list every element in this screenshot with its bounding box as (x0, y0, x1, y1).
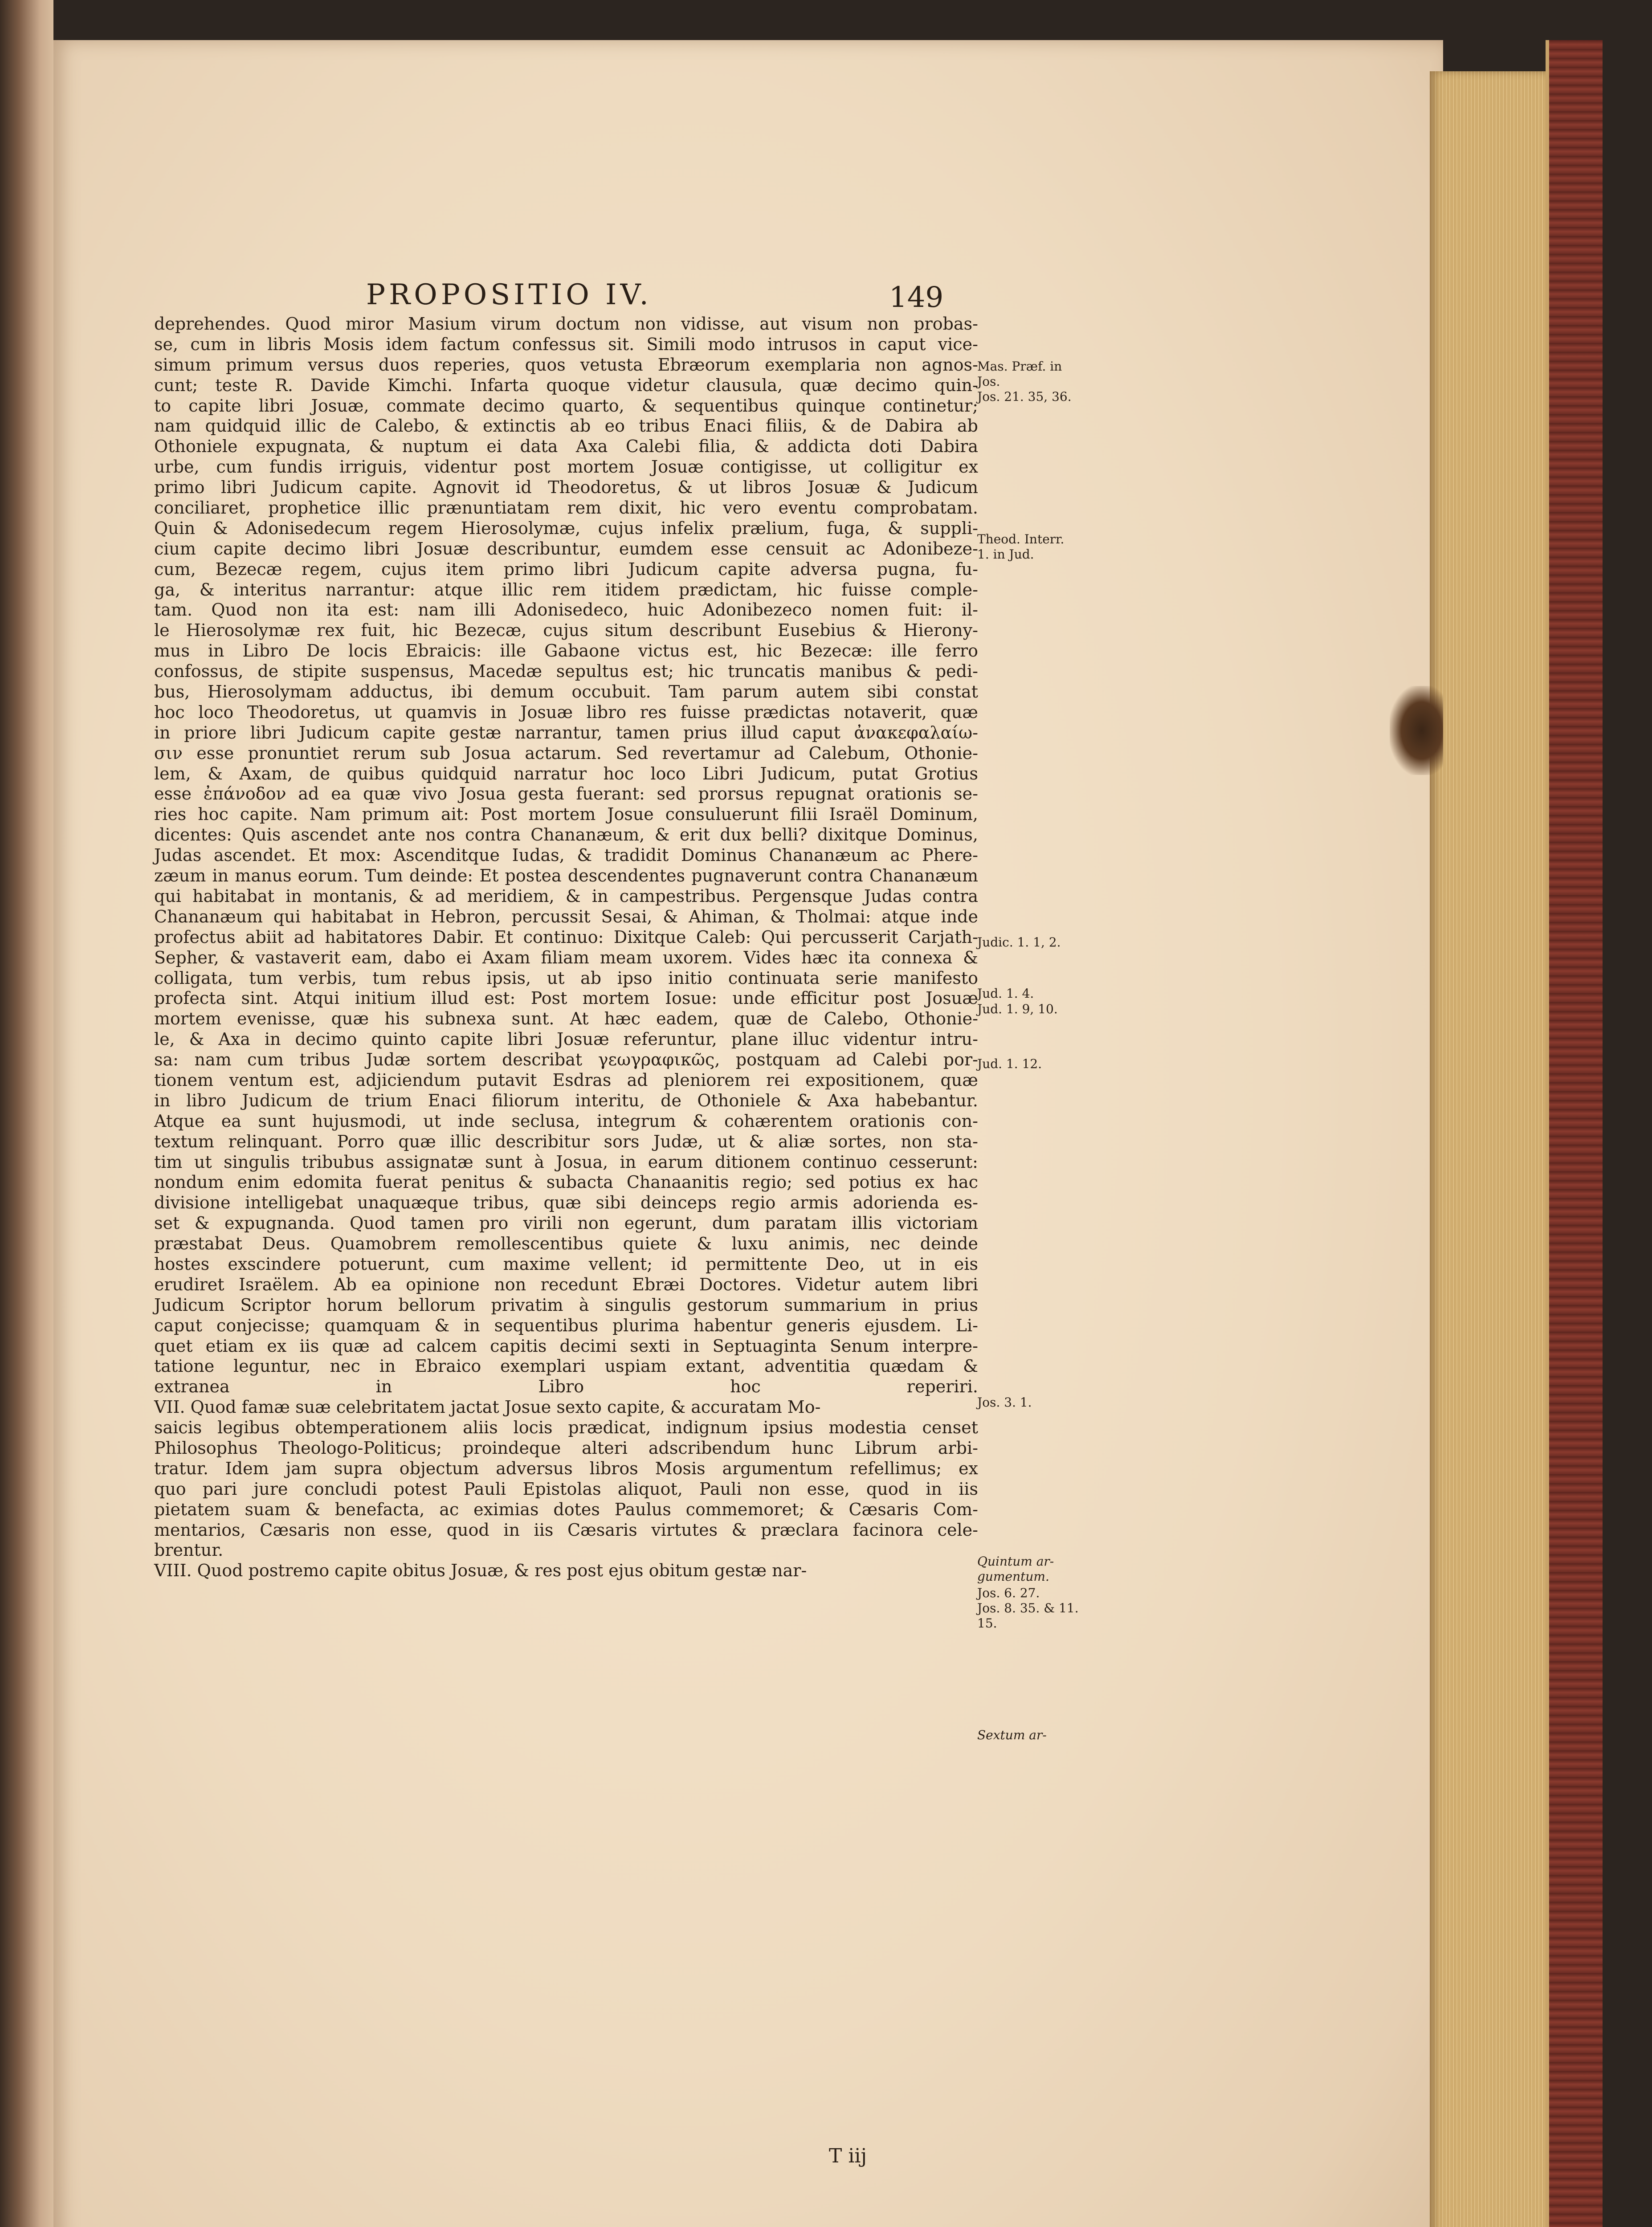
text-line: to capite libri Josuæ, commate decimo quarto, & sequentibus quinque continetur; (154, 396, 978, 416)
text-line: profecta sint. Atqui initium illud est: Post mortem Iosue: unde efficitur post Josuæ (154, 988, 978, 1008)
text-line: Sepher, & vastaverit eam, dabo ei Axam filiam meam uxorem. Vides hæc ita connexa & (154, 947, 978, 967)
text-line: confossus, de stipite suspensus, Macedæ sepultus est; hic truncatis manibus & pedi- (154, 661, 978, 681)
text-line: tratur. Idem jam supra objectum adversus libros Mosis argumentum refellimus; ex (154, 1458, 978, 1478)
text-line: zæum in manus eorum. Tum deinde: Et postea descendentes pugnaverunt contra Chananæum (154, 866, 978, 886)
text-line: saicis legibus obtemperationem aliis locis prædicat, indignum ipsius modestia censet (154, 1418, 978, 1438)
text-line: ga, & interitus narrantur: atque illic rem itidem prædictam, hic fuisse comple- (154, 579, 978, 600)
text-line: ries hoc capite. Nam primum ait: Post mortem Josue consuluerunt filii Israël Dominum, (154, 804, 978, 824)
margin-note: Quintum ar- (977, 1554, 1054, 1569)
text-line: profectus abiit ad habitatores Dabir. Et continuo: Dixitque Caleb: Qui percusserit Carjath- (154, 927, 978, 947)
body-text (154, 314, 978, 1602)
text-line: mus in Libro De locis Ebraicis: ille Gabaone victus est, hic Bezecæ: ille ferro (154, 641, 978, 661)
text-line: Atque ea sunt hujusmodi, ut inde seclusa, integrum & cohærentem orationis con- (154, 1111, 978, 1131)
text-line: divisione intelligebat unaquæque tribus, quæ sibi deinceps regio armis adorienda es- (154, 1193, 978, 1213)
text-line: dicentes: Quis ascendet ante nos contra Chananæum, & erit dux belli? dixitque Dominus, (154, 825, 978, 845)
margin-note: Jos. 6. 27. (977, 1586, 1040, 1600)
text-line: tim ut singulis tribubus assignatæ sunt à Josua, in earum ditionem continuo cesserunt: (154, 1152, 978, 1172)
margin-note: Mas. Præf. in (977, 359, 1062, 374)
text-line: esse ἐπάνοδον ad ea quæ vivo Josua gesta fuerant: sed prorsus repugnat orationis se- (154, 784, 978, 804)
text-line (154, 1581, 978, 1602)
text-line: nondum enim edomita fuerat penitus & subacta Chanaanitis regio; sed potius ex hac (154, 1172, 978, 1192)
text-line: Judas ascendet. Et mox: Ascenditque Iudas, & tradidit Dominus Chananæum ac Phere- (154, 845, 978, 865)
text-line: tionem ventum est, adjiciendum putavit Esdras ad pleniorem rei expositionem, quæ (154, 1070, 978, 1090)
text-line: primo libri Judicum capite. Agnovit id Theodoretus, & ut libros Josuæ & Judicum (154, 477, 978, 498)
text-line: hostes exscindere potuerunt, cum maxime vellent; id permittente Deo, ut in eis (154, 1254, 978, 1274)
text-line: set & expugnanda. Quod tamen pro virili non egerunt, dum paratam illis victoriam (154, 1213, 978, 1233)
text-line: quet etiam ex iis quæ ad calcem capitis decimi sexti in Septuaginta Senum interpre- (154, 1336, 978, 1356)
text-line: nam quidquid illic de Calebo, & extinctis ab eo tribus Enaci filiis, & de Dabira ab (154, 416, 978, 436)
text-line: pietatem suam & benefacta, ac eximias dotes Paulus commemoret; & Cæsaris Com- (154, 1499, 978, 1519)
text-line: σιν esse pronuntiet rerum sub Josua actarum. Sed revertamur ad Calebum, Othonie- (154, 743, 978, 763)
margin-note: Theod. Interr. (977, 532, 1065, 547)
text-line: præstabat Deus. Quamobrem remollescentibus quiete & luxu animis, nec deinde (154, 1234, 978, 1254)
text-line: Othoniele expugnata, & nuptum ei data Axa Calebi filia, & addicta doti Dabira (154, 436, 978, 457)
margin-note: Jos. 3. 1. (977, 1395, 1032, 1410)
text-line: le, & Axa in decimo quinto capite libri Josuæ referuntur, plane illuc videntur intru- (154, 1029, 978, 1049)
text-line: mentarios, Cæsaris non esse, quod in iis Cæsaris virtutes & præclara facinora cele- (154, 1520, 978, 1540)
text-line: urbe, cum fundis irriguis, videntur post mortem Josuæ contigisse, ut colligitur ex (154, 457, 978, 477)
text-line: in priore libri Judicum capite gestæ narrantur, tamen prius illud caput ἀνακεφαλαίω- (154, 722, 978, 742)
margin-note: Jos. (977, 374, 1000, 389)
text-line: mortem evenisse, quæ his subnexa sunt. At hæc eadem, quæ de Calebo, Othonie- (154, 1009, 978, 1029)
page-fore-edge (1430, 71, 1550, 2227)
text-line: deprehendes. Quod miror Masium virum doctum non vidisse, aut visum non probas- (154, 314, 978, 334)
text-line: qui habitabat in montanis, & ad meridiem, & in campestribus. Pergensque Judas contra (154, 886, 978, 906)
text-line: cum, Bezecæ regem, cujus item primo libri Judicum capite adversa pugna, fu- (154, 559, 978, 579)
text-line: cium capite decimo libri Josuæ describuntur, eumdem esse censuit ac Adonibeze- (154, 538, 978, 559)
text-line: brentur. (154, 1540, 224, 1560)
text-line: cunt; teste R. Davide Kimchi. Infarta quoque videtur clausula, quæ decimo quin- (154, 375, 978, 395)
text-line: Philosophus Theologo-Politicus; proindeque alteri adscribendum hunc Librum arbi- (154, 1438, 978, 1458)
text-line: VII. Quod famæ suæ celebritatem jactat Josue sexto capite, & accuratam Mo- (154, 1397, 821, 1417)
margin-note: Jos. 8. 35. & 11. (977, 1601, 1079, 1615)
margin-note: Jud. 1. 12. (977, 1056, 1042, 1071)
text-line: tatione leguntur, nec in Ebraico exemplari uspiam extant, adventitia quædam & (154, 1356, 978, 1376)
left-page-edge (0, 0, 53, 2227)
text-line: lem, & Axam, de quibus quidquid narratur hoc loco Libri Judicum, putat Grotius (154, 763, 978, 783)
text-line: conciliaret, prophetice illic prænuntiatam rem dixit, hic vero eventu comprobatam. (154, 498, 978, 518)
text-line: erudiret Israëlem. Ab ea opinione non recedunt Ebræi Doctores. Videtur autem libri (154, 1274, 978, 1294)
running-head: PROPOSITIO IV. (366, 278, 652, 311)
text-line: extranea in Libro hoc reperiri. (154, 1377, 978, 1397)
page-number: 149 (889, 281, 944, 314)
text-block (154, 278, 1424, 2185)
margin-note: Jos. 21. 35, 36. (977, 389, 1072, 404)
text-line: VIII. Quod postremo capite obitus Josuæ, & res post ejus obitum gestæ nar- (154, 1561, 807, 1581)
text-line: Quin & Adonisedecum regem Hierosolymæ, cujus infelix prælium, fuga, & suppli- (154, 518, 978, 538)
text-line: Judicum Scriptor horum bellorum privatim à singulis gestorum summarium in prius (154, 1295, 978, 1315)
margin-note: Jud. 1. 4. (977, 986, 1034, 1001)
text-line: textum relinquant. Porro quæ illic describitur sors Judæ, ut & aliæ sortes, non sta- (154, 1131, 978, 1151)
text-line: se, cum in libris Mosis idem factum confessus sit. Simili modo intrusos in caput vice- (154, 334, 978, 354)
text-line: le Hierosolymæ rex fuit, hic Bezecæ, cujus situm describunt Eusebius & Hierony- (154, 620, 978, 640)
text-line: bus, Hierosolymam adductus, ibi demum occubuit. Tam parum autem sibi constat (154, 682, 978, 702)
text-line: in libro Judicum de trium Enaci filiorum interitu, de Othoniele & Axa habebantur. (154, 1090, 978, 1110)
text-line: quo pari jure concludi potest Pauli Epistolas aliquot, Pauli non esse, quod in iis (154, 1479, 978, 1499)
text-line: colligata, tum verbis, tum rebus ipsis, ut ab ipso initio continuata serie manifesto (154, 968, 978, 988)
margin-note: Judic. 1. 1, 2. (977, 935, 1061, 950)
margin-note: 15. (977, 1616, 997, 1631)
margin-note: 1. in Jud. (977, 547, 1034, 562)
binding-edge (1546, 40, 1603, 2227)
text-line: caput conjecisse; quamquam & in sequentibus plurima habentur generis ejusdem. Li- (154, 1315, 978, 1335)
text-line: sa: nam cum tribus Judæ sortem describat γεωγραφικῶς, postquam ad Calebi por- (154, 1050, 978, 1070)
margin-note: Sextum ar- (977, 1728, 1047, 1742)
signature-mark: T iij (829, 2145, 867, 2167)
text-line: Chananæum qui habitabat in Hebron, percussit Sesai, & Ahiman, & Tholmai: atque inde (154, 906, 978, 926)
text-line: tam. Quod non ita est: nam illi Adonisedeco, huic Adonibezeco nomen fuit: il- (154, 600, 978, 620)
margin-note: Jud. 1. 9, 10. (977, 1002, 1058, 1016)
text-line: hoc loco Theodoretus, ut quamvis in Josuæ libro res fuisse prædictas notaverit, quæ (154, 702, 978, 722)
text-line: simum primum versus duos reperies, quos vetusta Ebræorum exemplaria non agnos- (154, 355, 978, 375)
margin-note: gumentum. (977, 1569, 1049, 1584)
